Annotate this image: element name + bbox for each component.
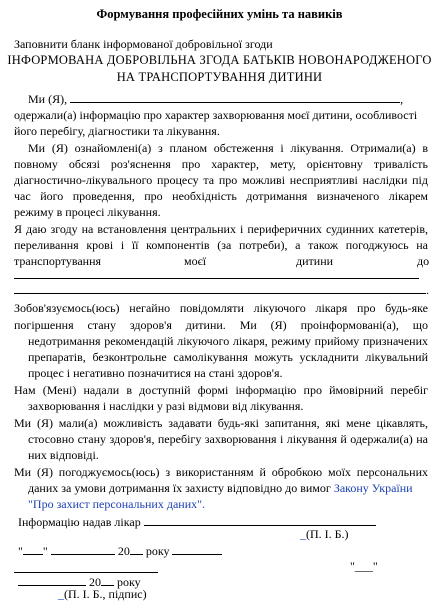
destination-line[interactable] <box>14 268 419 282</box>
quote-open: " <box>18 544 23 558</box>
p6-line-1: Ми (Я) мали(а) можливість задавати будь-які запитання, які мене цікавлять, <box>14 416 428 430</box>
extra-line[interactable]: . <box>14 283 429 297</box>
destination-field-2[interactable] <box>14 283 426 294</box>
page-heading: Формування професійних умінь та навиків <box>96 7 343 21</box>
year2-prefix: 20 <box>89 575 101 589</box>
year2-suffix: року <box>117 575 141 589</box>
p4-line-3: недотримання рекомендацій лікуючого лікаря, режиму прийому призначених <box>28 334 428 348</box>
doc-title-line-2: НА ТРАНСПОРТУВАННЯ ДИТИНИ <box>116 70 323 84</box>
p2-line-2: повному обсязі роз'яснення про характер, мету, орієнтовну тривалість <box>14 157 428 171</box>
p1-line-2: одержали(а) інформацію про характер захворювання моєї дитини, особливості <box>14 108 418 122</box>
p5-line-2: захворювання і наслідки у разі відмови від лікування. <box>28 399 304 413</box>
month-field[interactable] <box>51 544 115 555</box>
p7-line-1: Ми (Я) погоджуємось(юсь) з використанням й обробкою моїх персональних <box>14 465 428 479</box>
caption-marker: _ <box>300 527 306 541</box>
pib-caption-1: (П. І. Б.) <box>306 527 349 541</box>
p2-line-3: діагностично-лікувального процесу та про можливі несприятливі наслідки під <box>14 173 428 187</box>
p7-text: даних за умови дотримання їх захисту відповідно до вимог <box>28 481 331 495</box>
p1-we-label: Ми (Я), <box>28 92 68 106</box>
date-extra-field[interactable] <box>172 544 222 555</box>
p4-line-5: процес і негативно позначитися на стані здоров'я. <box>28 366 283 380</box>
p3-line-2: переливання крові і її компонентів (за потреби), а також погоджуюсь на <box>14 238 428 252</box>
year2-field[interactable] <box>101 575 114 586</box>
year-suffix: року <box>145 544 170 558</box>
p6-line-2: стосовно стану здоров'я, перебігу захворювання і лікування й одержали(а) на <box>28 432 428 446</box>
quote-close: " <box>42 544 48 558</box>
pib-caption-1-line <box>300 528 349 541</box>
quote-pair-line <box>350 560 378 573</box>
p2-line-4: час його проведення, про необхідність дотримання визначеного лікарем <box>14 189 428 203</box>
p7-line-3 <box>28 498 205 511</box>
p3-line-3 <box>14 255 428 268</box>
p6-line-3: них відповіді. <box>28 448 99 462</box>
p3-transport-word: транспортування <box>14 254 102 268</box>
p3-to-word: до <box>417 254 430 268</box>
year-field[interactable] <box>130 544 143 555</box>
destination-field[interactable] <box>14 268 419 279</box>
date-line-2 <box>14 562 158 576</box>
doc-title-line-1: ІНФОРМОВАНА ДОБРОВІЛЬНА ЗГОДА БАТЬКІВ НОВОНАРОДЖЕНОГО <box>7 53 432 67</box>
p5-line-1: Нам (Мені) надали в доступній формі інформацію про ймовірний перебіг <box>14 383 428 397</box>
year-prefix: 20 <box>117 544 130 558</box>
p4-line-1: Зобов'язуємось(юсь) негайно повідомляти лікуючого лікаря про будь-яке <box>14 301 428 315</box>
p7-line-2 <box>28 482 413 495</box>
p1-line-1: Ми (Я), , <box>28 92 404 106</box>
p2-line-5: режиму в процесі лікування. <box>14 205 161 219</box>
doctor-name-field[interactable] <box>144 515 376 526</box>
pib-caption-2-line <box>58 588 147 601</box>
p4-line-2: погіршення стану здоров'я дитини. Ми (Я) проінформовані(а), що <box>14 318 428 332</box>
p2-line-1: Ми (Я) ознайомлені(а) з планом обстеження і лікування. Отримали(а) в <box>28 141 428 155</box>
informed-by-label: Інформацію надав лікар <box>18 515 141 529</box>
date-line-1 <box>18 544 222 558</box>
day-field[interactable] <box>23 544 43 555</box>
p3-child-word: дитини <box>296 254 334 268</box>
p4-line-4: препаратів, безконтрольне самолікування можуть ускладнити лікувальний <box>28 350 428 364</box>
instruction-text: Заповнити бланк інформованої добровільної згоди <box>14 37 273 51</box>
signature-line-field[interactable] <box>14 562 158 573</box>
law-title-link[interactable]: "Про захист персональних даних". <box>28 497 206 511</box>
parent-name-field[interactable] <box>70 92 400 103</box>
law-link[interactable]: Закону України <box>333 481 413 495</box>
caption-marker-2: _ <box>58 587 64 601</box>
quote-pair: "___" <box>350 559 378 573</box>
pib-sign-caption: (П. І. Б., підпис) <box>64 587 147 601</box>
month-field-2[interactable] <box>18 575 86 586</box>
p3-line-1: Я даю згоду на встановлення центральних і периферичних судинних катетерів, <box>14 222 428 236</box>
p3-my-word: моєї <box>184 254 207 268</box>
p1-line-3: його перебігу, діагностики та лікування. <box>14 124 220 138</box>
